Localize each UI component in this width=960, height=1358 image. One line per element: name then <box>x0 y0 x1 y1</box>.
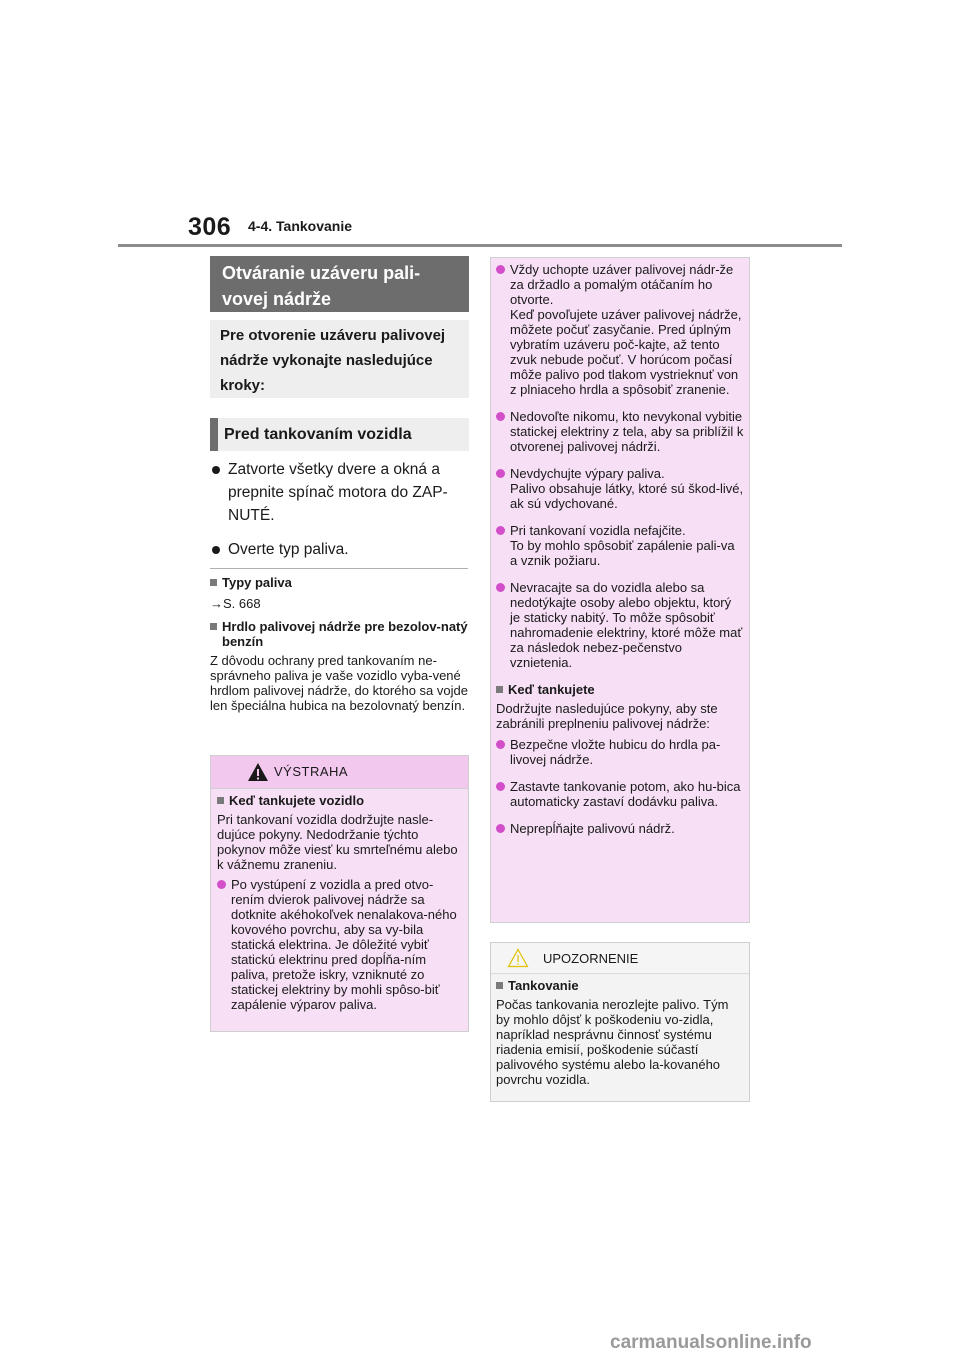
refuel-bullet-text: Zastavte tankovanie potom, ako hu-bica automaticky zastaví dodávku paliva. <box>510 779 741 809</box>
caution-triangle-icon <box>507 948 529 968</box>
bullet-icon <box>212 546 220 554</box>
warning-box <box>210 755 469 1032</box>
bullet-icon <box>496 412 505 421</box>
warning-heading <box>217 793 462 808</box>
notice-header <box>491 943 749 974</box>
bullet-icon <box>496 583 505 592</box>
notice-title: UPOZORNENIE <box>543 951 639 966</box>
intro-text: Pre otvorenie uzáveru palivovej nádrže vykonajte nasledujúce kroky: <box>220 327 446 394</box>
header-rule <box>118 244 842 247</box>
list-item <box>496 262 744 397</box>
warning-text: Pri tankovaní vozidla dodržujte nasle-dujúce pokyny. Nedodržanie týchto pokynov môže viesť ku smrteľnému alebo k vážnemu zraneniu. <box>217 812 458 872</box>
list-item <box>210 458 472 527</box>
filler-neck-heading <box>210 619 472 649</box>
warning-heading-text: Keď tankujete vozidlo <box>229 793 365 808</box>
list-item <box>496 821 744 836</box>
fuel-types <box>210 575 472 713</box>
intro-box <box>210 320 469 398</box>
list-item <box>496 466 744 511</box>
step-text: Overte typ paliva. <box>228 541 349 558</box>
list-item <box>496 779 744 809</box>
refuel-bullet-text: Bezpečne vložte hubicu do hrdla pa-livovej nádrže. <box>510 737 721 767</box>
warning-bullet-text: Pri tankovaní vozidla nefajčite. To by mohlo spôsobiť zapálenie pali-va a vznik požiaru. <box>510 523 735 568</box>
list-item <box>496 523 744 568</box>
notice-heading-text: Tankovanie <box>508 978 579 993</box>
step-list <box>210 458 472 572</box>
warning-bullet-text: Po vystúpení z vozidla a pred otvo-rením dvierok palivovej nádrže sa dotknite akéhokoľvek nenalakova-ného kovového povrchu, aby sa vy-bila statická elektrina. Je dôležité vybiť statickú elektrinu pred dopĺňa-ním paliva, pretože iskry, vzniknuté zo statickej elektriny by mohli spôso-biť zapálenie výparov paliva. <box>231 877 457 1012</box>
bullet-icon <box>212 466 220 474</box>
fuel-types-ref: →S. 668 <box>210 596 261 611</box>
warning-body <box>211 789 468 1031</box>
list-item <box>496 737 744 767</box>
refuel-bullet-text: Neprepĺňajte palivovú nádrž. <box>510 821 675 836</box>
refuel-text: Dodržujte nasledujúce pokyny, aby ste zabránili preplneniu palivovej nádrže: <box>496 701 718 731</box>
refuel-heading <box>496 682 744 697</box>
notice-text: Počas tankovania nerozlejte palivo. Tým by mohlo dôjsť k poškodeniu vo-zidla, napríklad nesprávnu činnosť systému riadenia emisií, poškodenie súčastí palivového systému alebo la-kovaného povrchu vozidla. <box>496 997 729 1087</box>
square-bullet-icon <box>496 686 503 693</box>
warning-bullet-text: Nevdychujte výpary paliva. Palivo obsahuje látky, ktoré sú škod-livé, ak sú vdychované. <box>510 466 744 511</box>
bullet-icon <box>496 469 505 478</box>
fuel-types-heading-text: Typy paliva <box>222 575 292 590</box>
filler-neck-heading-text: Hrdlo palivovej nádrže pre bezolov-natý benzín <box>222 619 468 649</box>
warning-bullet-text: Vždy uchopte uzáver palivovej nádr-že za držadlo a pomalým otáčaním ho otvorte. Keď povoľujete uzáver palivovej nádrže, môžete počuť zasyčanie. Pred úplným vybratím uzáveru poč-kajte, až tento zvuk nebude počuť. V horúcom počasí môže palivo pod tlakom vystrieknuť von z plniaceho hrdla a spôsobiť zranenie. <box>510 262 742 397</box>
list-item <box>217 877 462 1012</box>
square-bullet-icon <box>217 797 224 804</box>
page-number: 306 <box>188 213 232 241</box>
filler-neck-text: Z dôvodu ochrany pred tankovaním ne-správneho paliva je vaše vozidlo vyba-vené hrdlom palivovej nádrže, do ktorého sa vojde len špeciálna hubica na bezolovnatý benzín. <box>210 653 468 713</box>
fuel-types-heading <box>210 575 472 590</box>
bullet-icon <box>217 880 226 889</box>
bullet-icon <box>496 824 505 833</box>
subheading: Pred tankovaním vozidla <box>210 418 469 451</box>
refuel-heading-text: Keď tankujete <box>508 682 595 697</box>
bullet-icon <box>496 740 505 749</box>
divider <box>210 568 468 569</box>
list-item <box>496 580 744 670</box>
warning-header <box>211 756 468 789</box>
chapter-title-text: Otváranie uzáveru pali- vovej nádrže <box>222 263 421 309</box>
warning-triangle-icon <box>247 762 269 782</box>
notice-box <box>490 942 750 1102</box>
warning-bullet-text: Nedovoľte nikomu, kto nevykonal vybitie statickej elektriny z tela, aby sa priblížil k otvorenej palivovej nádrži. <box>510 409 744 454</box>
warning-title: VÝSTRAHA <box>274 764 349 779</box>
chapter-title <box>210 256 469 312</box>
bullet-icon <box>496 526 505 535</box>
list-item <box>210 538 472 561</box>
bullet-icon <box>496 782 505 791</box>
notice-body <box>491 974 749 1101</box>
step-text: Zatvorte všetky dvere a okná a prepnite spínač motora do ZAP-NUTÉ. <box>228 461 448 524</box>
warning-continued-box <box>490 257 750 923</box>
square-bullet-icon <box>210 579 217 586</box>
square-bullet-icon <box>210 623 217 630</box>
watermark: carmanualsonline.info <box>610 1332 812 1353</box>
list-item <box>496 409 744 454</box>
section-title: 4-4. Tankovanie <box>248 218 353 234</box>
bullet-icon <box>496 265 505 274</box>
square-bullet-icon <box>496 982 503 989</box>
notice-heading <box>496 978 744 993</box>
warning-bullet-text: Nevracajte sa do vozidla alebo sa nedotýkajte osoby alebo objektu, ktorý je staticky nabitý. To môže spôsobiť nahromadenie elektriny, ktoré môže mať za následok nebez-pečenstvo vznietenia. <box>510 580 743 670</box>
